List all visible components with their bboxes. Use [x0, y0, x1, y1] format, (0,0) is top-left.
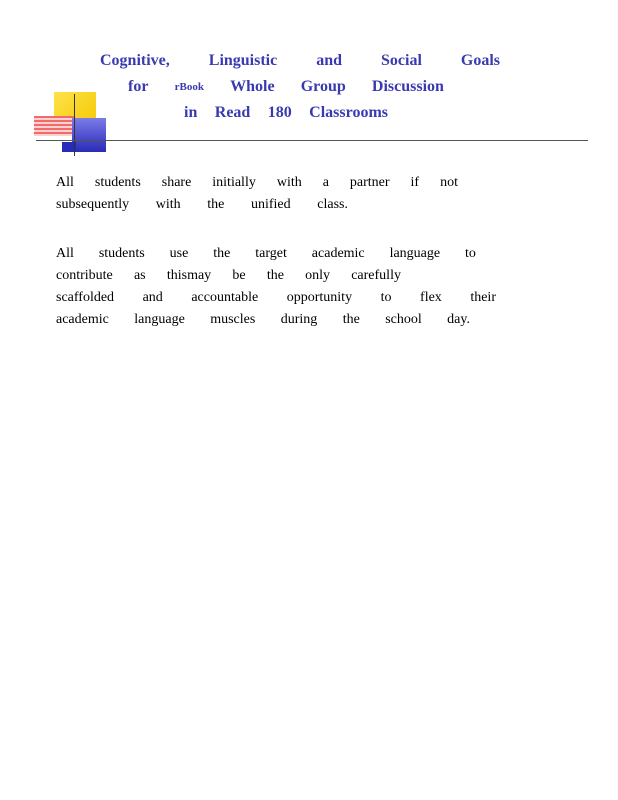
title-line-3 [100, 100, 500, 126]
word: target [255, 246, 287, 261]
word: the [342, 312, 360, 327]
word: academic [311, 246, 365, 261]
word: the [207, 197, 225, 212]
word: be [232, 268, 246, 283]
paragraph-line [56, 309, 470, 331]
word: with [276, 175, 302, 190]
title-line-1 [100, 48, 500, 74]
word: contribute [56, 268, 113, 283]
logo-vertical-line [74, 94, 75, 156]
word: language [389, 246, 441, 261]
word: academic [56, 312, 109, 327]
word: not [440, 175, 458, 190]
word: their [470, 290, 496, 305]
word: during [280, 312, 318, 327]
word: use [169, 246, 189, 261]
word: with [155, 197, 181, 212]
word: share [161, 175, 192, 190]
word: All [56, 246, 74, 261]
title-word: Whole [230, 78, 275, 95]
word: only [305, 268, 331, 283]
word: scaffolded [56, 290, 115, 305]
word: if [410, 175, 420, 190]
paragraph-partner-sharing [56, 172, 496, 216]
word: opportunity [286, 290, 353, 305]
word: and [142, 290, 163, 305]
word: accountable [191, 290, 259, 305]
word: unified [250, 197, 291, 212]
title-word: Group [300, 78, 346, 95]
word: as [133, 268, 146, 283]
paragraph-line [56, 287, 496, 309]
word: to [380, 290, 392, 305]
word: students [94, 175, 141, 190]
title-word: Cognitive, [100, 52, 170, 69]
paragraph-academic-language [56, 243, 496, 331]
word: All [56, 175, 74, 190]
paragraph-line [56, 194, 348, 216]
word: carefully [351, 268, 401, 283]
title-word: Classrooms [309, 104, 388, 121]
word: class. [317, 197, 348, 212]
title-word: Goals [460, 52, 500, 69]
word: subsequently [56, 197, 130, 212]
word: initially [212, 175, 256, 190]
title-word: Linguistic [208, 52, 278, 69]
title-word: for [128, 78, 149, 95]
word: the [266, 268, 284, 283]
word: muscles [210, 312, 256, 327]
title-word: in [184, 104, 198, 121]
title-word: 180 [267, 104, 292, 121]
word: flex [420, 290, 442, 305]
word: day. [447, 312, 470, 327]
title-word: Discussion [371, 78, 444, 95]
paragraph-line [56, 265, 401, 287]
page-title [100, 48, 500, 126]
paragraph-line [56, 172, 458, 194]
paragraph-line [56, 243, 476, 265]
title-word: and [316, 52, 343, 69]
logo-red-bar [34, 116, 74, 136]
word: school [385, 312, 422, 327]
title-word-rbook: rBook [174, 81, 204, 93]
word: partner [349, 175, 390, 190]
word: students [98, 246, 145, 261]
word: a [322, 175, 329, 190]
title-line-2 [100, 74, 500, 100]
word: to [465, 246, 476, 261]
word: the [213, 246, 231, 261]
title-word: Read [214, 104, 251, 121]
word: thismay [166, 268, 212, 283]
title-divider [36, 140, 588, 141]
title-word: Social [381, 52, 422, 69]
word: language [134, 312, 185, 327]
